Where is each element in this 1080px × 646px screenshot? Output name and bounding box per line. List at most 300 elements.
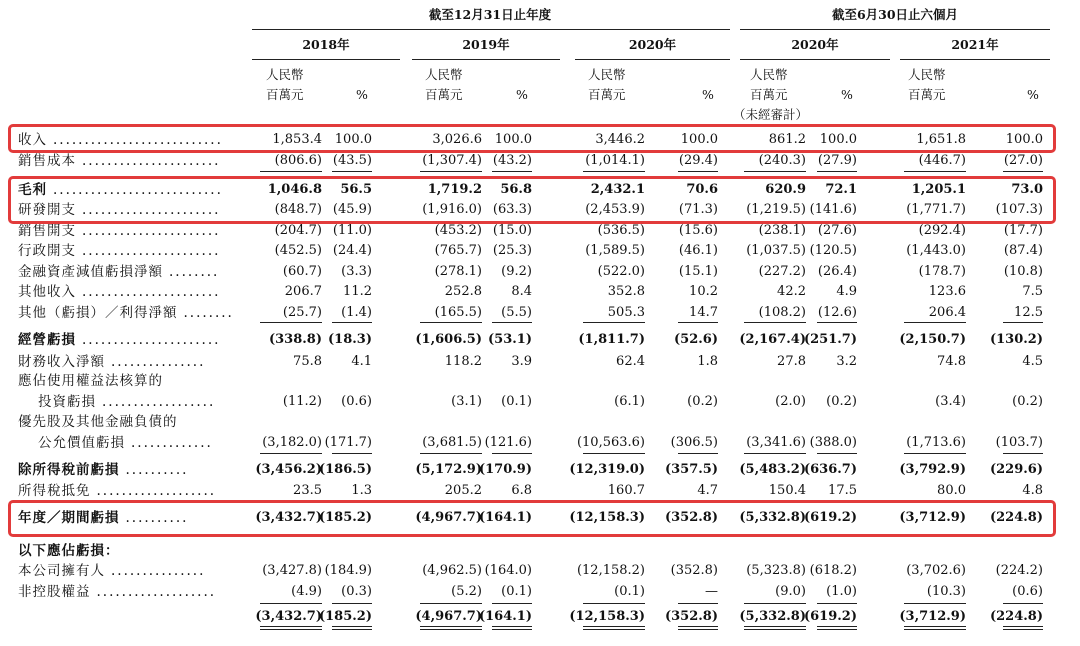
subtotal-rule (583, 626, 645, 627)
table-cell: (3,182.0) (262, 435, 322, 450)
table-cell: (9.2) (501, 264, 532, 279)
subtotal-rule (260, 629, 322, 630)
subtotal-rule (678, 453, 718, 454)
unit-label: 人民幣 (908, 67, 946, 82)
table-cell: (636.7) (803, 462, 857, 477)
table-cell: (164.0) (484, 563, 532, 578)
table-cell: (26.4) (817, 264, 857, 279)
subtotal-rule (420, 322, 482, 323)
table-cell: (1,307.4) (422, 153, 482, 168)
subtotal-rule (1003, 171, 1043, 172)
year-header-2021-h1: 2021年 (951, 37, 999, 52)
subtotal-rule (817, 626, 857, 627)
subtotal-rule (332, 629, 372, 630)
table-cell: 100.0 (680, 132, 718, 147)
percent-label: % (1027, 87, 1039, 102)
table-cell: 12.5 (1014, 305, 1043, 320)
table-cell: (1,589.5) (585, 243, 645, 258)
row-label: 收入 (18, 132, 47, 148)
table-cell: (12.6) (817, 305, 857, 320)
subtotal-rule (744, 626, 806, 627)
subtotal-rule (260, 603, 322, 604)
subtotal-rule (1003, 626, 1043, 627)
table-cell: (224.8) (989, 609, 1043, 624)
table-cell: (204.7) (274, 223, 322, 238)
row-label: 銷售成本 (18, 153, 76, 169)
unit-label: 人民幣 (750, 67, 788, 82)
table-cell: 11.2 (343, 284, 372, 299)
subtotal-rule (904, 603, 966, 604)
subtotal-rule (492, 603, 532, 604)
table-cell: (25.7) (282, 305, 322, 320)
table-cell: (1,014.1) (585, 153, 645, 168)
table-cell: (108.2) (758, 305, 806, 320)
year-rule (252, 59, 400, 60)
table-cell: (43.5) (332, 153, 372, 168)
table-cell: 3,026.6 (432, 132, 482, 147)
table-cell: (4,967.7) (415, 510, 482, 525)
subtotal-rule (420, 603, 482, 604)
subtotal-rule (817, 322, 857, 323)
group-rule-fy (252, 29, 730, 30)
table-cell: (4,962.5) (422, 563, 482, 578)
table-cell: (52.6) (674, 332, 718, 347)
leader-dots: ........ (169, 264, 220, 280)
table-cell: (452.5) (274, 243, 322, 258)
subtotal-rule (583, 322, 645, 323)
table-cell: (184.9) (324, 563, 372, 578)
subtotal-rule (1003, 603, 1043, 604)
table-cell: (5,332.8) (739, 609, 806, 624)
subtotal-rule (904, 626, 966, 627)
subtotal-rule (817, 453, 857, 454)
row-label: 其他（虧損）／利得淨額 (18, 305, 178, 321)
table-cell: (24.4) (332, 243, 372, 258)
subtotal-rule (492, 629, 532, 630)
row-label: 公允價值虧損 (38, 435, 125, 451)
leader-dots: .......... (125, 462, 189, 478)
subtotal-rule (260, 453, 322, 454)
subtotal-rule (744, 322, 806, 323)
subtotal-rule (744, 603, 806, 604)
table-cell: (9.0) (775, 584, 806, 599)
table-cell: (107.3) (995, 202, 1043, 217)
table-cell: (5,483.2) (739, 462, 806, 477)
table-cell: 72.1 (825, 182, 857, 197)
table-cell: (25.3) (492, 243, 532, 258)
table-cell: (522.0) (597, 264, 645, 279)
table-cell: (292.4) (918, 223, 966, 238)
subtotal-rule (904, 453, 966, 454)
subtotal-rule (260, 626, 322, 627)
table-cell: (141.6) (809, 202, 857, 217)
subtotal-rule (420, 626, 482, 627)
unit-label: 百萬元 (908, 87, 946, 102)
table-cell: 73.0 (1011, 182, 1043, 197)
table-cell: (4,967.7) (415, 609, 482, 624)
table-cell: 17.5 (828, 483, 857, 498)
row-label: 毛利 (18, 182, 47, 198)
year-rule (740, 59, 890, 60)
table-cell: (352.8) (670, 563, 718, 578)
subtotal-rule (678, 171, 718, 172)
table-cell: (10.8) (1003, 264, 1043, 279)
table-cell: (5.5) (501, 305, 532, 320)
table-cell: (12,158.3) (569, 609, 645, 624)
leader-dots: ........ (183, 305, 234, 321)
table-cell: 3,446.2 (595, 132, 645, 147)
table-cell: (3,432.7) (255, 510, 322, 525)
unit-label: 百萬元 (588, 87, 626, 102)
table-cell: (12,158.2) (576, 563, 645, 578)
year-header-2019: 2019年 (462, 37, 510, 52)
leader-dots: .................. (102, 394, 216, 410)
table-cell: 206.7 (284, 284, 322, 299)
subtotal-rule (332, 453, 372, 454)
table-cell: 14.7 (689, 305, 718, 320)
table-cell: 4.9 (836, 284, 857, 299)
table-cell: 62.4 (616, 354, 645, 369)
table-cell: (121.6) (484, 435, 532, 450)
subtotal-rule (744, 629, 806, 630)
percent-label: % (516, 87, 528, 102)
row-label: 優先股及其他金融負債的 (18, 414, 178, 430)
subtotal-rule (583, 629, 645, 630)
unit-label: 人民幣 (588, 67, 626, 82)
table-cell: (1,713.6) (906, 435, 966, 450)
table-cell: (63.3) (492, 202, 532, 217)
table-cell: (18.3) (328, 332, 372, 347)
table-cell: (240.3) (758, 153, 806, 168)
table-cell: 4.5 (1022, 354, 1043, 369)
table-cell: (227.2) (758, 264, 806, 279)
subtotal-rule (1003, 629, 1043, 630)
subtotal-rule (332, 603, 372, 604)
table-cell: (3,792.9) (899, 462, 966, 477)
table-cell: 10.2 (689, 284, 718, 299)
table-cell: 8.4 (511, 284, 532, 299)
unit-label: 人民幣 (266, 67, 304, 82)
table-cell: (224.2) (995, 563, 1043, 578)
table-cell: 352.8 (607, 284, 645, 299)
table-cell: (352.8) (664, 510, 718, 525)
table-cell: 861.2 (768, 132, 806, 147)
table-cell: (12,319.0) (569, 462, 645, 477)
table-cell: 505.3 (607, 305, 645, 320)
table-cell: (87.4) (1003, 243, 1043, 258)
table-cell: (251.7) (803, 332, 857, 347)
table-cell: 4.8 (1022, 483, 1043, 498)
table-cell: 252.8 (444, 284, 482, 299)
table-cell: 1,719.2 (427, 182, 482, 197)
table-cell: (29.4) (678, 153, 718, 168)
unit-label: 百萬元 (266, 87, 304, 102)
table-cell: (4.9) (291, 584, 322, 599)
table-cell: (278.1) (434, 264, 482, 279)
table-cell: (46.1) (678, 243, 718, 258)
row-label: 其他收入 (18, 284, 76, 300)
subtotal-rule (583, 603, 645, 604)
year-header-2020: 2020年 (628, 37, 677, 52)
table-cell: 4.1 (351, 354, 372, 369)
table-cell: (1,771.7) (906, 202, 966, 217)
table-cell: (27.6) (817, 223, 857, 238)
row-label: 投資虧損 (38, 394, 96, 410)
table-cell: (3.1) (451, 394, 482, 409)
table-cell: 100.0 (494, 132, 532, 147)
table-cell: (5.2) (451, 584, 482, 599)
table-cell: 2,432.1 (590, 182, 645, 197)
subtotal-rule (583, 453, 645, 454)
leader-dots: ...................... (82, 223, 221, 239)
table-cell: 1,853.4 (272, 132, 322, 147)
subtotal-rule (332, 322, 372, 323)
table-cell: 1,046.8 (267, 182, 322, 197)
unit-label: 百萬元 (425, 87, 463, 102)
row-label: 財務收入淨額 (18, 354, 105, 370)
highlight-revenue-row (8, 124, 1056, 153)
leader-dots: .......... (125, 510, 189, 526)
table-cell: (306.5) (670, 435, 718, 450)
table-cell: (3.3) (341, 264, 372, 279)
subtotal-rule (260, 322, 322, 323)
table-cell: (238.1) (758, 223, 806, 238)
table-cell: (171.7) (324, 435, 372, 450)
row-label: 本公司擁有人 (18, 563, 105, 579)
table-cell: (619.2) (803, 510, 857, 525)
row-label: 年度／期間虧損 (18, 510, 120, 526)
subtotal-rule (492, 171, 532, 172)
group-header-fiscal-year: 截至12月31日止年度 (428, 7, 552, 22)
subtotal-rule (583, 171, 645, 172)
table-cell: (1,916.0) (422, 202, 482, 217)
table-cell: (1.4) (341, 305, 372, 320)
table-cell: (15.1) (678, 264, 718, 279)
table-cell: (2,167.4) (739, 332, 806, 347)
table-cell: 80.0 (937, 483, 966, 498)
table-cell: (3,681.5) (422, 435, 482, 450)
table-cell: 3.9 (511, 354, 532, 369)
table-cell: 1.3 (351, 483, 372, 498)
table-cell: (60.7) (282, 264, 322, 279)
table-cell: (1,606.5) (415, 332, 482, 347)
leader-dots: ............... (111, 563, 206, 579)
table-cell: 150.4 (768, 483, 806, 498)
row-label: 除所得稅前虧損 (18, 462, 120, 478)
table-cell: 42.2 (777, 284, 806, 299)
year-rule (575, 59, 730, 60)
table-cell: (536.5) (597, 223, 645, 238)
row-label: 行政開支 (18, 243, 76, 259)
table-cell: 620.9 (765, 182, 806, 197)
table-cell: (446.7) (918, 153, 966, 168)
table-cell: (0.2) (826, 394, 857, 409)
subtotal-rule (678, 322, 718, 323)
table-cell: (170.9) (478, 462, 532, 477)
table-cell: (1,443.0) (906, 243, 966, 258)
leader-dots: ........................... (53, 132, 223, 148)
table-cell: 74.8 (937, 354, 966, 369)
table-cell: (765.7) (434, 243, 482, 258)
group-header-six-months: 截至6月30日止六個月 (831, 7, 959, 22)
subtotal-rule (420, 629, 482, 630)
table-cell: 1,651.8 (916, 132, 966, 147)
table-cell: (185.2) (318, 510, 372, 525)
table-cell: (3,427.8) (262, 563, 322, 578)
percent-label: % (356, 87, 368, 102)
table-cell: 160.7 (607, 483, 645, 498)
unaudited-note: （未經審計） (733, 107, 809, 122)
table-cell: (2.0) (775, 394, 806, 409)
leader-dots: ...................... (82, 153, 221, 169)
table-cell: (130.2) (989, 332, 1043, 347)
leader-dots: ...................... (82, 284, 221, 300)
table-cell: (1,219.5) (746, 202, 806, 217)
table-cell: 1.8 (697, 354, 718, 369)
year-rule (900, 59, 1050, 60)
table-cell: (164.1) (478, 510, 532, 525)
table-cell: (43.2) (492, 153, 532, 168)
table-cell: (164.1) (478, 609, 532, 624)
row-label: 非控股權益 (18, 584, 91, 600)
table-cell: (10.3) (926, 584, 966, 599)
leader-dots: ...................... (82, 243, 221, 259)
table-cell: 100.0 (1005, 132, 1043, 147)
table-cell: (229.6) (989, 462, 1043, 477)
table-cell: (1,037.5) (746, 243, 806, 258)
leader-dots: ...................... (82, 332, 221, 348)
row-label: 銷售開支 (18, 223, 76, 239)
table-cell: 70.6 (686, 182, 718, 197)
table-cell: (186.5) (318, 462, 372, 477)
subtotal-rule (817, 171, 857, 172)
table-cell: (178.7) (918, 264, 966, 279)
row-label: 所得稅抵免 (18, 483, 91, 499)
table-cell: (619.2) (803, 609, 857, 624)
table-cell: (17.7) (1003, 223, 1043, 238)
table-cell: — (705, 584, 718, 599)
table-cell: (2,150.7) (899, 332, 966, 347)
highlight-gross-profit-rd-rows (8, 176, 1056, 224)
table-cell: 56.8 (500, 182, 532, 197)
table-cell: 100.0 (334, 132, 372, 147)
leader-dots: ............... (111, 354, 206, 370)
table-cell: (120.5) (809, 243, 857, 258)
subtotal-rule (904, 322, 966, 323)
table-cell: (15.0) (492, 223, 532, 238)
subtotal-rule (678, 629, 718, 630)
table-cell: (0.6) (341, 394, 372, 409)
subtotal-rule (904, 629, 966, 630)
leader-dots: ................... (96, 584, 217, 600)
highlight-net-loss-row (8, 500, 1056, 537)
leader-dots: ........................... (53, 182, 223, 198)
table-cell: (388.0) (809, 435, 857, 450)
table-cell: (0.2) (687, 394, 718, 409)
year-rule (412, 59, 560, 60)
table-cell: (10,563.6) (576, 435, 645, 450)
table-cell: 206.4 (928, 305, 966, 320)
table-cell: (6.1) (614, 394, 645, 409)
subtotal-rule (817, 629, 857, 630)
row-label: 研發開支 (18, 202, 76, 218)
table-cell: 6.8 (511, 483, 532, 498)
subtotal-rule (678, 626, 718, 627)
table-cell: (3,341.6) (746, 435, 806, 450)
subtotal-rule (260, 171, 322, 172)
table-cell: (0.1) (501, 394, 532, 409)
table-cell: (45.9) (332, 202, 372, 217)
table-cell: (357.5) (664, 462, 718, 477)
leader-dots: ...................... (82, 202, 221, 218)
table-cell: (11.0) (332, 223, 372, 238)
table-cell: 7.5 (1022, 284, 1043, 299)
table-cell: (453.2) (434, 223, 482, 238)
table-cell: 118.2 (444, 354, 482, 369)
table-cell: (0.3) (341, 584, 372, 599)
table-cell: 27.8 (777, 354, 806, 369)
table-cell: (165.5) (434, 305, 482, 320)
table-cell: (1.0) (826, 584, 857, 599)
table-cell: 23.5 (293, 483, 322, 498)
table-cell: (5,172.9) (415, 462, 482, 477)
row-label: 金融資產減值虧損淨額 (18, 264, 163, 280)
table-cell: (338.8) (268, 332, 322, 347)
subtotal-rule (678, 603, 718, 604)
table-cell: (0.6) (1012, 584, 1043, 599)
table-cell: (11.2) (282, 394, 322, 409)
table-cell: (0.1) (614, 584, 645, 599)
leader-dots: ............. (131, 435, 213, 451)
table-cell: (3,456.2) (255, 462, 322, 477)
unit-label: 人民幣 (425, 67, 463, 82)
table-cell: 75.8 (293, 354, 322, 369)
subtotal-rule (332, 171, 372, 172)
table-cell: (2,453.9) (585, 202, 645, 217)
table-cell: (15.6) (678, 223, 718, 238)
subtotal-rule (904, 171, 966, 172)
table-cell: (103.7) (995, 435, 1043, 450)
table-cell: 100.0 (819, 132, 857, 147)
table-cell: (0.2) (1012, 394, 1043, 409)
table-cell: (352.8) (664, 609, 718, 624)
table-cell: (185.2) (318, 609, 372, 624)
table-cell: (3,432.7) (255, 609, 322, 624)
table-cell: (0.1) (501, 584, 532, 599)
table-cell: (12,158.3) (569, 510, 645, 525)
subtotal-rule (817, 603, 857, 604)
year-header-2020-h1: 2020年 (791, 37, 839, 52)
table-cell: (224.8) (989, 510, 1043, 525)
table-cell: 1,205.1 (911, 182, 966, 197)
table-cell: (806.6) (274, 153, 322, 168)
table-cell: 56.5 (340, 182, 372, 197)
table-cell: (3,702.6) (906, 563, 966, 578)
subtotal-rule (492, 453, 532, 454)
table-cell: 3.2 (836, 354, 857, 369)
subtotal-rule (492, 322, 532, 323)
table-cell: (618.2) (809, 563, 857, 578)
subtotal-rule (420, 171, 482, 172)
subtotal-rule (1003, 322, 1043, 323)
percent-label: % (702, 87, 714, 102)
table-cell: (27.9) (817, 153, 857, 168)
table-cell: (3.4) (935, 394, 966, 409)
table-cell: (53.1) (488, 332, 532, 347)
table-cell: 123.6 (928, 284, 966, 299)
group-rule-h1 (740, 29, 1050, 30)
row-label: 以下應佔虧損： (18, 543, 120, 559)
